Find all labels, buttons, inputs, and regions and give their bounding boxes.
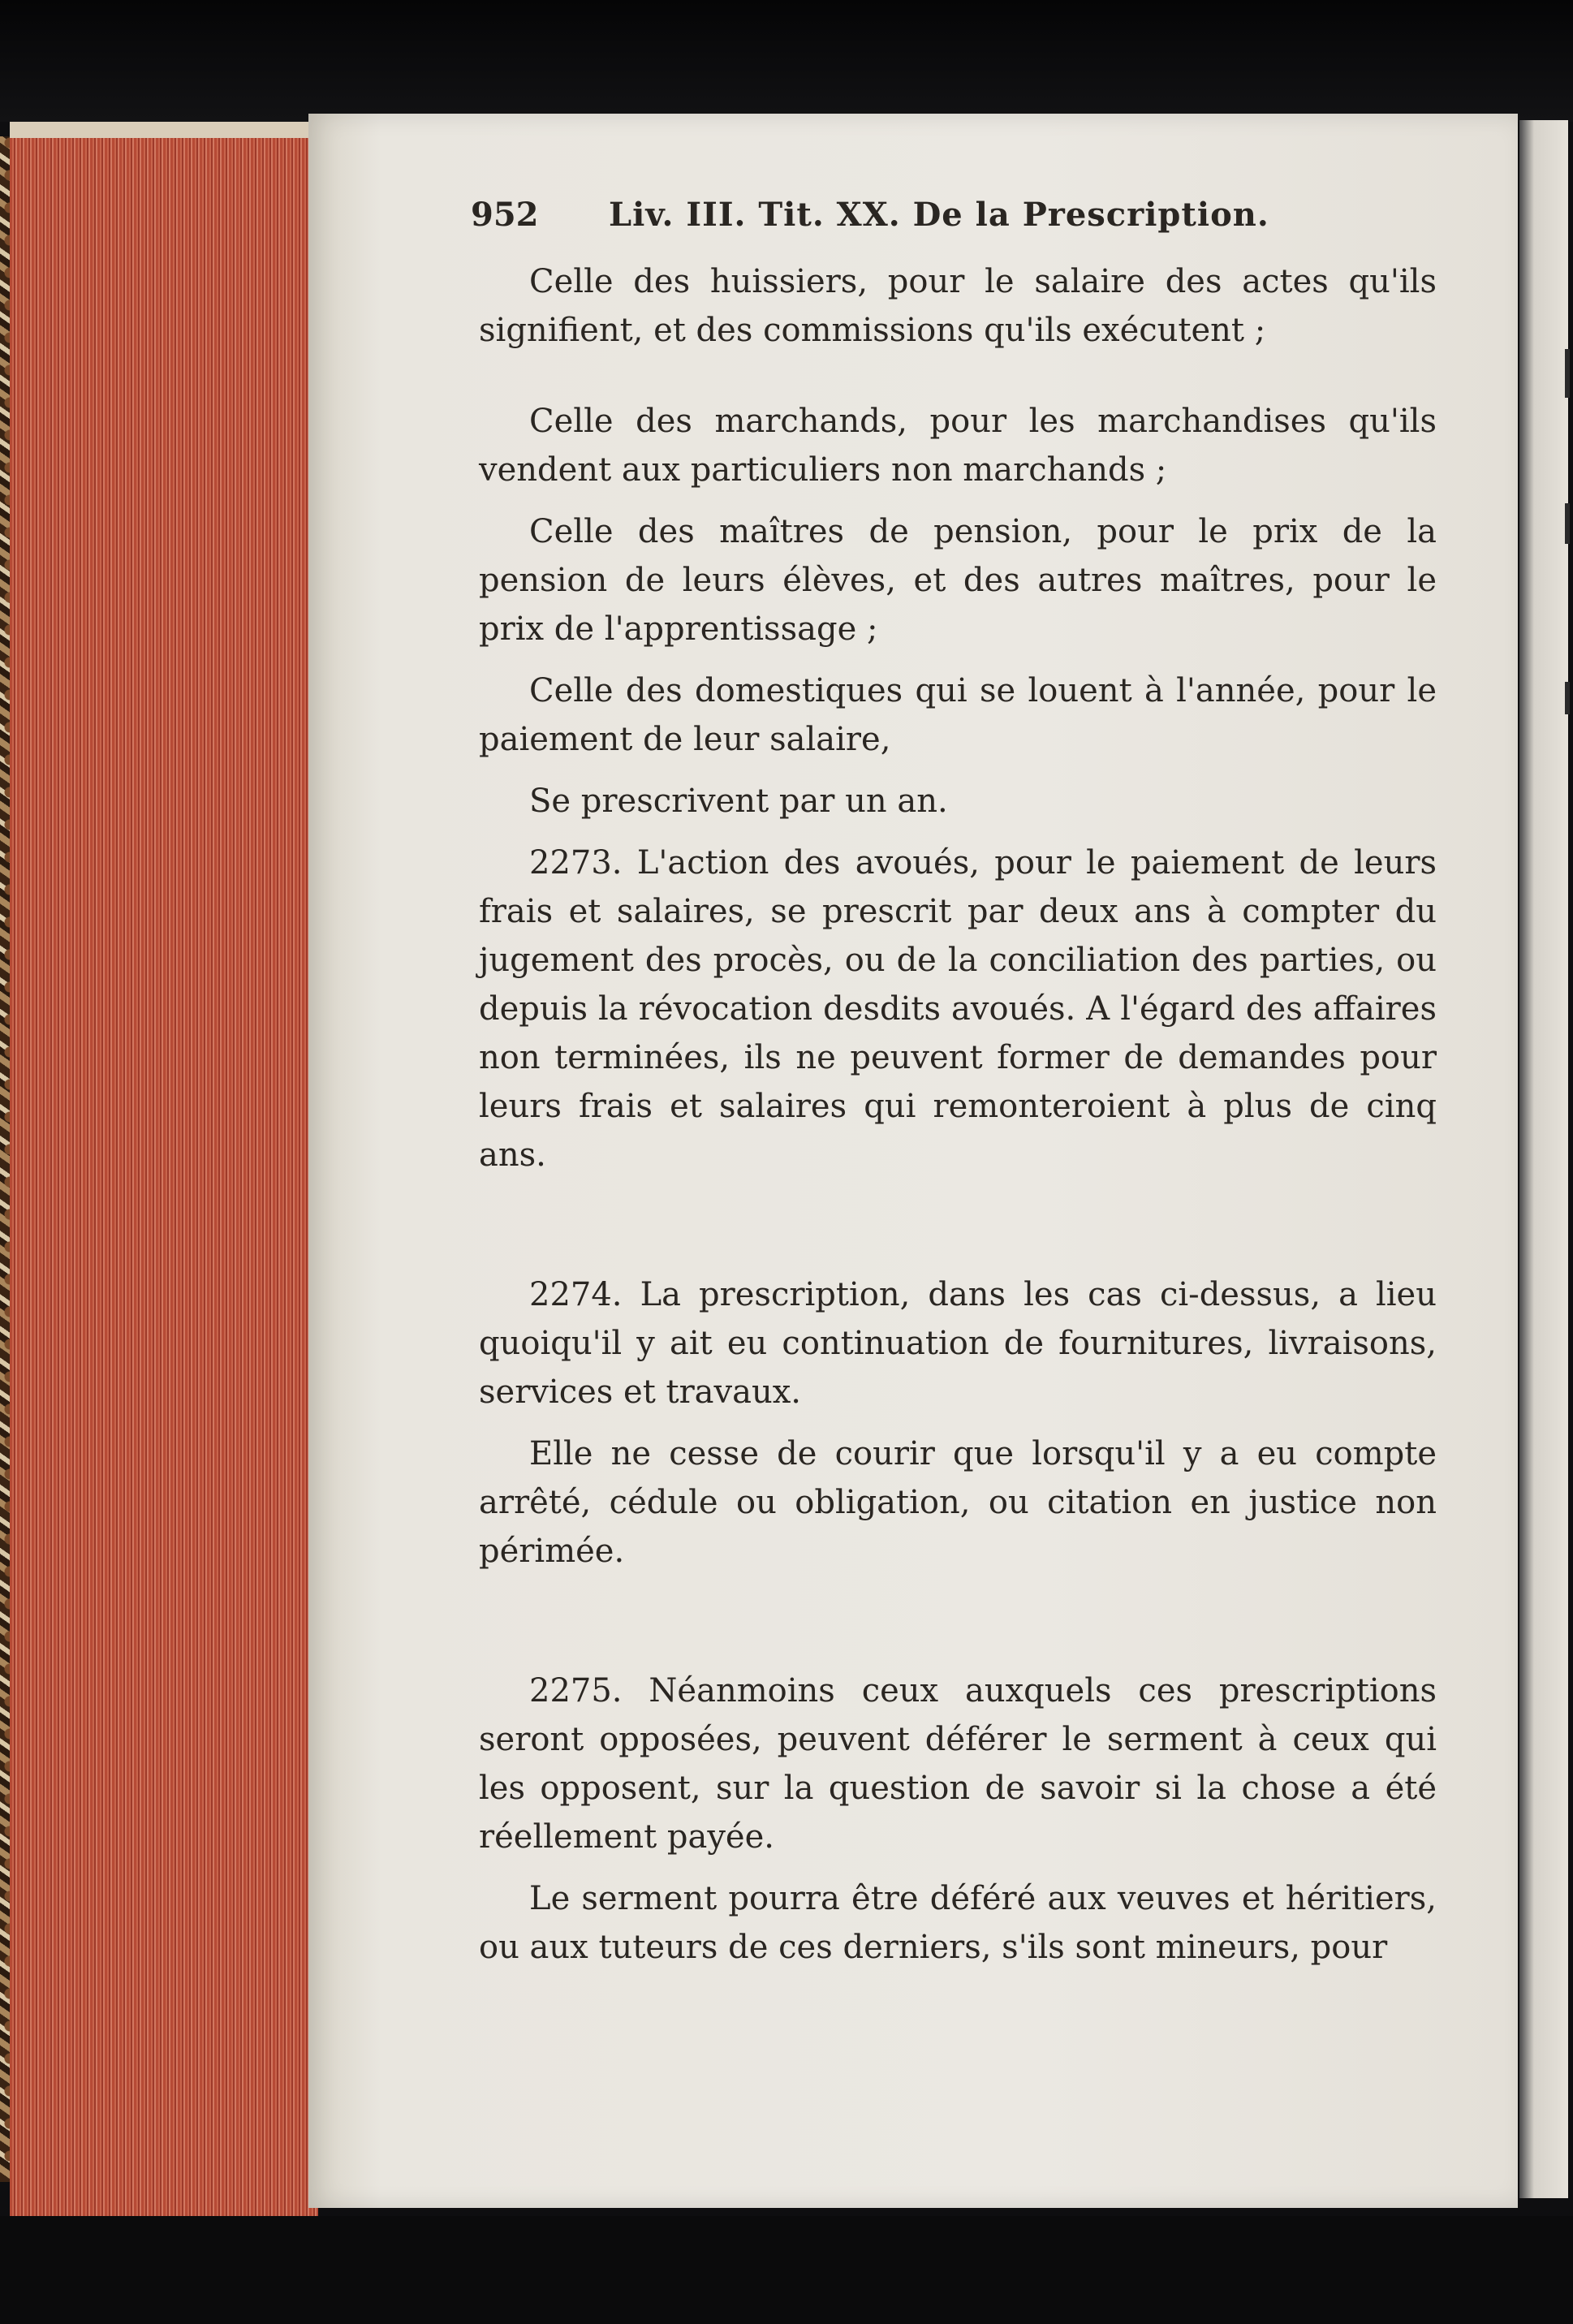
paragraph-text: Celle des huissiers, pour le salaire des actes qu'ils signifient, et des commissions qu'ils exécutent ; <box>479 263 1437 349</box>
paragraph-text: Le serment pourra être déféré aux veuves et héritiers, ou aux tuteurs de ces derniers, s'ils sont mineurs, pour <box>479 1880 1437 1966</box>
paragraph <box>479 507 1437 653</box>
page-text <box>471 191 1437 1972</box>
paragraph <box>479 1429 1437 1576</box>
paragraph-text: Celle des maîtres de pension, pour le prix de la pension de leurs élèves, et des autres maîtres, pour le prix de l'apprentissage ; <box>479 513 1437 648</box>
paragraph-text: Elle ne cesse de courir que lorsqu'il y a eu compte arrêté, cédule ou obligation, ou citation en justice non périmée. <box>479 1435 1437 1570</box>
article-2274 <box>479 1270 1437 1416</box>
paragraph-text: La prescription, dans les cas ci-dessus, a lieu quoiqu'il y ait eu continuation de fournitures, livraisons, services et travaux. <box>479 1276 1437 1411</box>
page-block-red-edges <box>10 138 318 2216</box>
paragraph <box>479 777 1437 826</box>
paragraph <box>479 666 1437 764</box>
paragraph-text: Celle des marchands, pour les marchandises qu'ils vendent aux particuliers non marchands ; <box>479 403 1437 489</box>
facing-page-mark <box>1565 349 1570 398</box>
paragraph-text: Néanmoins ceux auxquels ces prescriptions seront opposées, peuvent déférer le serment à ceux qui les opposent, sur la question de savoir si la chose a été réellement payée. <box>479 1672 1437 1856</box>
article-2273 <box>479 839 1437 1179</box>
paragraph <box>479 1874 1437 1972</box>
facing-page-mark <box>1565 503 1570 544</box>
article-2275 <box>479 1666 1437 1861</box>
paragraph-text: Se prescrivent par un an. <box>529 783 948 820</box>
paragraph-text: Celle des domestiques qui se louent à l'année, pour le paiement de leur salaire, <box>479 672 1437 758</box>
running-header <box>471 191 1437 239</box>
paragraph-text: L'action des avoués, pour le paiement de leurs frais et salaires, se prescrit par deux ans à compter du jugement des procès, ou de la conciliation des parties, ou depuis la révocation desdits avoués. A l'égard des affaires non terminées, ils ne peuvent former de demandes pour leurs frais et salaires qui remonteroient à plus de cinq ans. <box>479 844 1437 1174</box>
background-bottom <box>0 2216 1573 2324</box>
paragraph <box>479 397 1437 494</box>
article-number: 2273. <box>529 844 623 882</box>
facing-page-edge <box>1519 120 1568 2198</box>
page-number: 952 <box>471 196 539 234</box>
background-top <box>0 0 1573 122</box>
article-number: 2274. <box>529 1276 623 1313</box>
page-block-top <box>10 122 318 140</box>
paragraph <box>479 257 1437 355</box>
running-title: Liv. III. Tit. XX. De la Prescription. <box>609 196 1269 234</box>
facing-page-mark <box>1565 682 1570 714</box>
article-number: 2275. <box>529 1672 623 1710</box>
